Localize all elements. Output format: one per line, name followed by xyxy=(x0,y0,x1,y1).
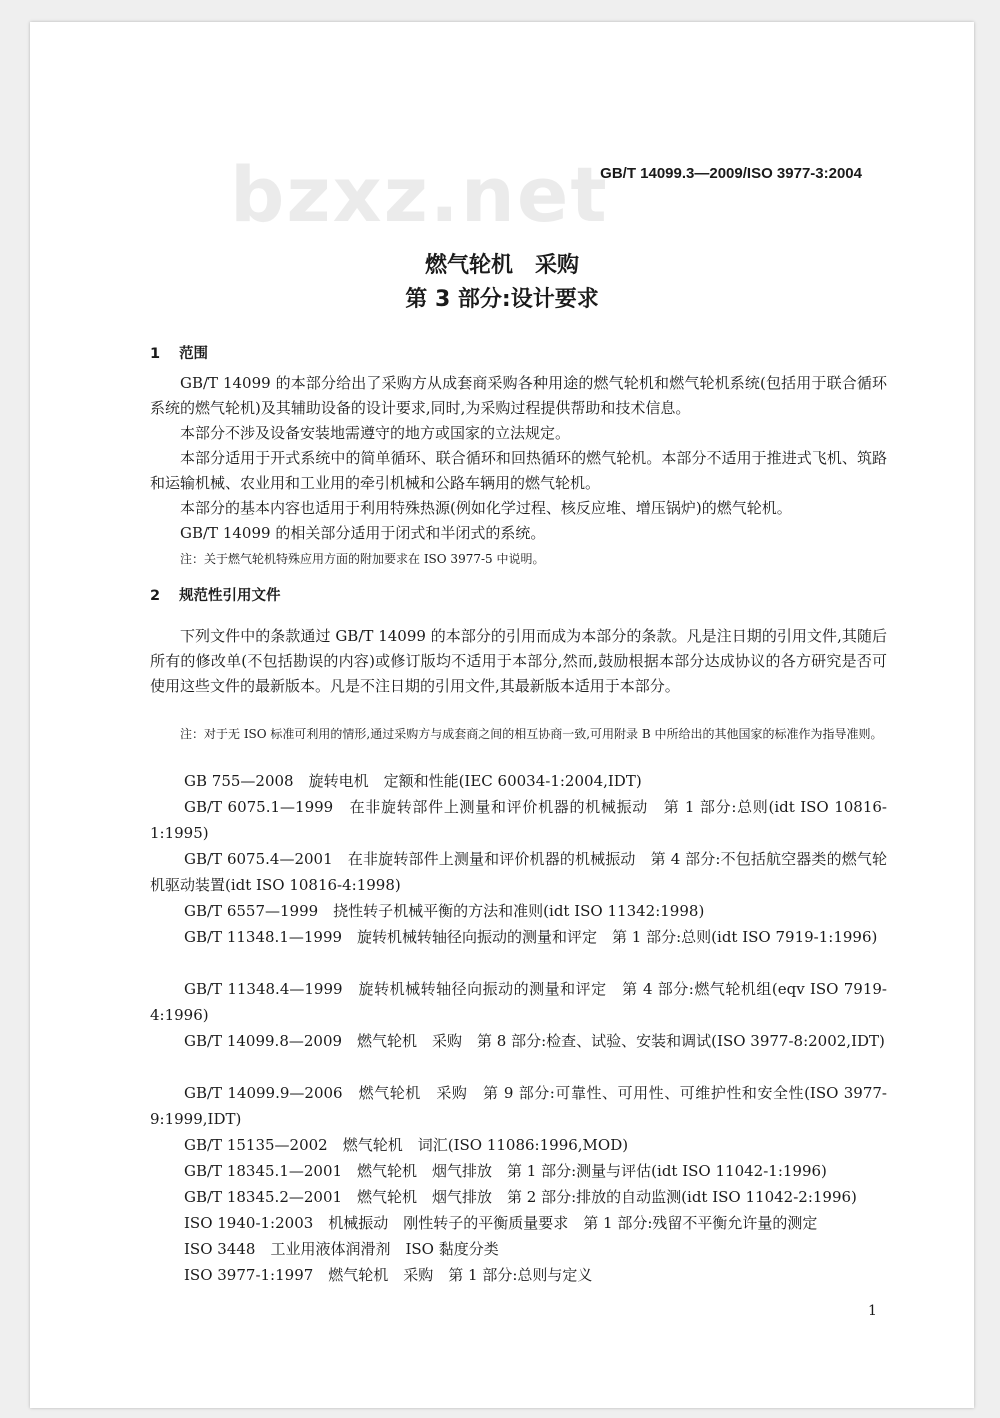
reference-item: ISO 3977-1:1997 燃气轮机 采购 第 1 部分:总则与定义 xyxy=(184,1266,593,1284)
section-2-heading xyxy=(150,584,281,605)
page-number: 1 xyxy=(868,1303,877,1319)
page-subtitle: 第 3 部分:设计要求 xyxy=(405,287,599,312)
section-number: 1 xyxy=(150,346,161,362)
paragraph: 本部分不涉及设备安装地需遵守的地方或国家的立法规定。 xyxy=(180,424,571,442)
section-number: 2 xyxy=(150,588,161,604)
paragraph: 本部分适用于开式系统中的简单循环、联合循环和回热循环的燃气轮机。本部分不适用于推进式飞机、筑路和运输机械、农业用和工业用的牵引机械和公路车辆用的燃气轮机。 xyxy=(150,449,887,492)
reference-item: GB/T 18345.1—2001 燃气轮机 烟气排放 第 1 部分:测量与评估(idt ISO 11042-1:1996) xyxy=(184,1162,827,1180)
reference-item: ISO 1940-1:2003 机械振动 刚性转子的平衡质量要求 第 1 部分:残留不平衡允许量的测定 xyxy=(184,1214,818,1232)
reference-item: GB/T 6075.4—2001 在非旋转部件上测量和评价机器的机械振动 第 4 部分:不包括航空器类的燃气轮机驱动装置(idt ISO 10816-4:1998) xyxy=(150,850,887,894)
paragraph: 本部分的基本内容也适用于利用特殊热源(例如化学过程、核反应堆、增压锅炉)的燃气轮机。 xyxy=(180,499,792,517)
paragraph: 下列文件中的条款通过 GB/T 14099 的本部分的引用而成为本部分的条款。凡是注日期的引用文件,其随后所有的修改单(不包括勘误的内容)或修订版均不适用于本部分,然而,鼓励根据本部分达成协议的各方研究是否可使用这些文件的最新版本。凡是不注日期的引用文件,其最新版本适用于本部分。 xyxy=(150,627,887,695)
reference-item: GB/T 15135—2002 燃气轮机 词汇(ISO 11086:1996,MOD) xyxy=(184,1136,629,1154)
section-title: 规范性引用文件 xyxy=(179,588,281,604)
reference-item: GB/T 11348.4—1999 旋转机械转轴径向振动的测量和评定 第 4 部分:燃气轮机组(eqv ISO 7919-4:1996) xyxy=(150,980,887,1024)
section-1-heading xyxy=(150,342,208,363)
paragraph: GB/T 14099 的相关部分适用于闭式和半闭式的系统。 xyxy=(180,524,546,542)
reference-item: GB/T 14099.8—2009 燃气轮机 采购 第 8 部分:检查、试验、安装和调试(ISO 3977-8:2002,IDT) xyxy=(184,1032,885,1050)
standard-code: GB/T 14099.3—2009/ISO 3977-3:2004 xyxy=(600,165,862,182)
reference-item: GB/T 6075.1—1999 在非旋转部件上测量和评价机器的机械振动 第 1 部分:总则(idt ISO 10816-1:1995) xyxy=(150,798,887,842)
section-title: 范围 xyxy=(179,346,209,362)
reference-item: GB/T 18345.2—2001 燃气轮机 烟气排放 第 2 部分:排放的自动监测(idt ISO 11042-2:1996) xyxy=(184,1188,857,1206)
reference-item: GB/T 14099.9—2006 燃气轮机 采购 第 9 部分:可靠性、可用性、可维护性和安全性(ISO 3977-9:1999,IDT) xyxy=(150,1084,887,1128)
reference-item: GB 755—2008 旋转电机 定额和性能(IEC 60034-1:2004,IDT) xyxy=(184,772,642,790)
reference-item: GB/T 11348.1—1999 旋转机械转轴径向振动的测量和评定 第 1 部分:总则(idt ISO 7919-1:1996) xyxy=(184,928,878,946)
document-page xyxy=(30,22,974,1408)
reference-item: ISO 3448 工业用液体润滑剂 ISO 黏度分类 xyxy=(184,1240,499,1258)
note: 注：关于燃气轮机特殊应用方面的附加要求在 ISO 3977-5 中说明。 xyxy=(180,552,545,566)
reference-item: GB/T 6557—1999 挠性转子机械平衡的方法和准则(idt ISO 11342:1998) xyxy=(184,902,705,920)
watermark: bzxz.net xyxy=(230,150,609,239)
page-title: 燃气轮机 采购 xyxy=(424,253,579,278)
paragraph: GB/T 14099 的本部分给出了采购方从成套商采购各种用途的燃气轮机和燃气轮机系统(包括用于联合循环系统的燃气轮机)及其辅助设备的设计要求,同时,为采购过程提供帮助和技术信息。 xyxy=(150,374,887,417)
note: 注：对于无 ISO 标准可利用的情形,通过采购方与成套商之间的相互协商一致,可用附录 B 中所给出的其他国家的标准作为指导准则。 xyxy=(180,727,883,741)
